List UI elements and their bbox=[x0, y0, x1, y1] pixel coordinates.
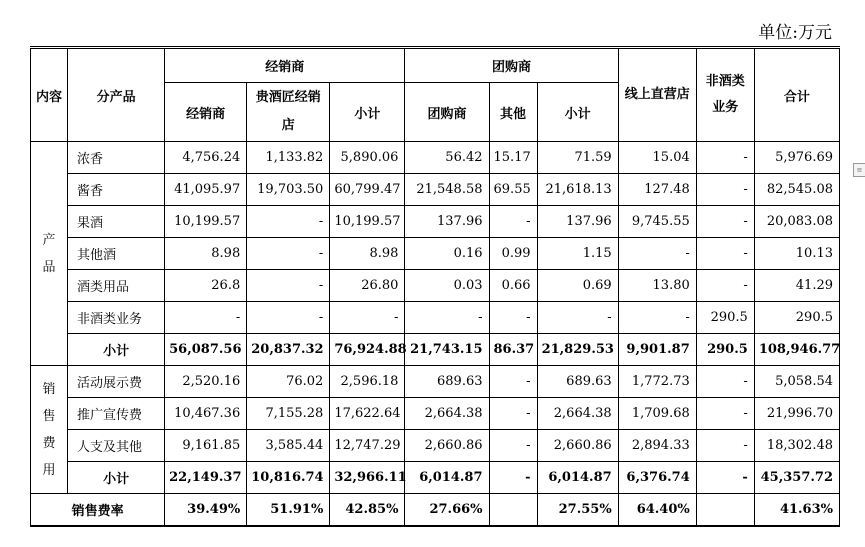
table-cell: 8.98 bbox=[330, 238, 405, 270]
header-online: 线上直营店 bbox=[618, 48, 696, 142]
header-other: 其他 bbox=[489, 83, 537, 142]
table-row bbox=[31, 334, 840, 366]
table-row bbox=[31, 430, 840, 462]
page-marker-icon: ≡ bbox=[853, 163, 865, 177]
table-cell: 127.48 bbox=[618, 174, 696, 206]
table-cell: 290.5 bbox=[696, 302, 754, 334]
section-sales-label: 销 售 费 用 bbox=[31, 366, 68, 494]
table-row bbox=[31, 206, 840, 238]
table-cell: 10.13 bbox=[754, 238, 839, 270]
table-cell: - bbox=[696, 238, 754, 270]
table-cell: 51.91% bbox=[247, 494, 330, 527]
table-cell: 45,357.72 bbox=[754, 462, 839, 494]
row-label: 小计 bbox=[68, 334, 165, 366]
table-row bbox=[31, 142, 840, 174]
table-cell: 82,545.08 bbox=[754, 174, 839, 206]
header-nonliquor: 非酒类业务 bbox=[696, 48, 754, 142]
table-cell: 1,709.68 bbox=[618, 398, 696, 430]
table-cell: - bbox=[618, 302, 696, 334]
table-cell: 0.66 bbox=[489, 270, 537, 302]
row-label: 果酒 bbox=[68, 206, 165, 238]
table-cell: - bbox=[489, 462, 537, 494]
table-cell: - bbox=[489, 206, 537, 238]
table-cell: 8.98 bbox=[165, 238, 247, 270]
table-cell: - bbox=[696, 174, 754, 206]
row-label: 其他酒 bbox=[68, 238, 165, 270]
row-label: 酱香 bbox=[68, 174, 165, 206]
table-cell: 32,966.11 bbox=[330, 462, 405, 494]
table-cell: - bbox=[696, 206, 754, 238]
row-label: 浓香 bbox=[68, 142, 165, 174]
header-subtotal2: 小计 bbox=[537, 83, 618, 142]
table-cell: 4,756.24 bbox=[165, 142, 247, 174]
table-cell: - bbox=[696, 398, 754, 430]
table-row bbox=[31, 366, 840, 398]
table-row bbox=[31, 302, 840, 334]
table-cell: 18,302.48 bbox=[754, 430, 839, 462]
table-cell: 26.80 bbox=[330, 270, 405, 302]
table-cell: - bbox=[696, 462, 754, 494]
table-cell bbox=[489, 494, 537, 527]
table-cell: - bbox=[489, 366, 537, 398]
table-cell bbox=[696, 494, 754, 527]
table-cell: 2,660.86 bbox=[405, 430, 489, 462]
sales-table bbox=[30, 46, 840, 527]
table-row bbox=[31, 174, 840, 206]
table-row bbox=[31, 238, 840, 270]
table-cell: - bbox=[537, 302, 618, 334]
table-cell: 2,894.33 bbox=[618, 430, 696, 462]
row-label: 推广宣传费 bbox=[68, 398, 165, 430]
header-dealer-group: 经销商 bbox=[165, 48, 405, 83]
table-cell: - bbox=[247, 238, 330, 270]
header-product: 分产品 bbox=[68, 48, 165, 142]
table-cell: 9,745.55 bbox=[618, 206, 696, 238]
row-label: 活动展示费 bbox=[68, 366, 165, 398]
unit-label: 单位:万元 bbox=[758, 23, 832, 43]
table-cell: 27.55% bbox=[537, 494, 618, 527]
table-cell: 5,890.06 bbox=[330, 142, 405, 174]
table-cell: 689.63 bbox=[405, 366, 489, 398]
table-cell: 9,901.87 bbox=[618, 334, 696, 366]
table-cell: 6,376.74 bbox=[618, 462, 696, 494]
header-group-buyer: 团购商 bbox=[405, 83, 489, 142]
table-cell: 71.59 bbox=[537, 142, 618, 174]
table-cell: 17,622.64 bbox=[330, 398, 405, 430]
table-cell: 3,585.44 bbox=[247, 430, 330, 462]
table-cell: 290.5 bbox=[696, 334, 754, 366]
table-cell: - bbox=[165, 302, 247, 334]
table-cell: 2,664.38 bbox=[537, 398, 618, 430]
table-cell: 21,829.53 bbox=[537, 334, 618, 366]
table-cell: 6,014.87 bbox=[537, 462, 618, 494]
table-cell: 76,924.88 bbox=[330, 334, 405, 366]
table-cell: 39.49% bbox=[165, 494, 247, 527]
section-products-label: 产 品 bbox=[31, 142, 68, 366]
table-cell: 0.69 bbox=[537, 270, 618, 302]
header-guizhou: 贵酒匠经销店 bbox=[247, 83, 330, 142]
table-cell: 9,161.85 bbox=[165, 430, 247, 462]
table-cell: 12,747.29 bbox=[330, 430, 405, 462]
table-cell: - bbox=[330, 302, 405, 334]
table-cell: - bbox=[405, 302, 489, 334]
table-cell: 1.15 bbox=[537, 238, 618, 270]
table-row bbox=[31, 462, 840, 494]
table-cell: 10,816.74 bbox=[247, 462, 330, 494]
table-cell: 21,743.15 bbox=[405, 334, 489, 366]
table-cell: 2,660.86 bbox=[537, 430, 618, 462]
table-cell: 2,596.18 bbox=[330, 366, 405, 398]
table-cell: 0.03 bbox=[405, 270, 489, 302]
table-cell: 689.63 bbox=[537, 366, 618, 398]
table-row bbox=[31, 398, 840, 430]
table-cell: 76.02 bbox=[247, 366, 330, 398]
table-cell: 0.16 bbox=[405, 238, 489, 270]
header-subtotal1: 小计 bbox=[330, 83, 405, 142]
table-cell: 56.42 bbox=[405, 142, 489, 174]
table-cell: 41.29 bbox=[754, 270, 839, 302]
table-cell: - bbox=[247, 270, 330, 302]
header-total: 合计 bbox=[754, 48, 839, 142]
table-cell: - bbox=[696, 430, 754, 462]
table-cell: 21,618.13 bbox=[537, 174, 618, 206]
table-cell: - bbox=[696, 142, 754, 174]
header-content: 内容 bbox=[31, 48, 68, 142]
table-cell: 19,703.50 bbox=[247, 174, 330, 206]
table-cell: 60,799.47 bbox=[330, 174, 405, 206]
table-cell: - bbox=[489, 398, 537, 430]
table-cell: 5,976.69 bbox=[754, 142, 839, 174]
table-cell: 2,520.16 bbox=[165, 366, 247, 398]
table-cell: - bbox=[489, 430, 537, 462]
header-groupbuy-group: 团购商 bbox=[405, 48, 618, 83]
table-row bbox=[31, 270, 840, 302]
table-cell: 1,772.73 bbox=[618, 366, 696, 398]
table-cell: - bbox=[696, 366, 754, 398]
table-cell: 108,946.77 bbox=[754, 334, 839, 366]
table-cell: 7,155.28 bbox=[247, 398, 330, 430]
table-cell: 69.55 bbox=[489, 174, 537, 206]
table-cell: 26.8 bbox=[165, 270, 247, 302]
table-cell: 15.17 bbox=[489, 142, 537, 174]
table-cell: 42.85% bbox=[330, 494, 405, 527]
table-cell: 10,199.57 bbox=[330, 206, 405, 238]
table-cell: - bbox=[247, 302, 330, 334]
row-label: 酒类用品 bbox=[68, 270, 165, 302]
table-cell: 2,664.38 bbox=[405, 398, 489, 430]
table-cell: 0.99 bbox=[489, 238, 537, 270]
table-cell: - bbox=[696, 270, 754, 302]
table-cell: 56,087.56 bbox=[165, 334, 247, 366]
table-cell: 6,014.87 bbox=[405, 462, 489, 494]
table-row bbox=[31, 494, 840, 527]
table-cell: 137.96 bbox=[405, 206, 489, 238]
table-cell: 10,199.57 bbox=[165, 206, 247, 238]
table-cell: 41.63% bbox=[754, 494, 839, 527]
table-cell: 64.40% bbox=[618, 494, 696, 527]
header-dealer: 经销商 bbox=[165, 83, 247, 142]
table-cell: 13.80 bbox=[618, 270, 696, 302]
table-cell: 41,095.97 bbox=[165, 174, 247, 206]
table-cell: 21,996.70 bbox=[754, 398, 839, 430]
table-cell: 86.37 bbox=[489, 334, 537, 366]
table-cell: - bbox=[618, 238, 696, 270]
table-cell: 22,149.37 bbox=[165, 462, 247, 494]
table-cell: 20,837.32 bbox=[247, 334, 330, 366]
table-cell: 290.5 bbox=[754, 302, 839, 334]
table-cell: 137.96 bbox=[537, 206, 618, 238]
table-cell: 27.66% bbox=[405, 494, 489, 527]
table-cell: 5,058.54 bbox=[754, 366, 839, 398]
table-cell: 20,083.08 bbox=[754, 206, 839, 238]
table-cell: 21,548.58 bbox=[405, 174, 489, 206]
table-cell: 10,467.36 bbox=[165, 398, 247, 430]
row-label: 人支及其他 bbox=[68, 430, 165, 462]
row-label: 非酒类业务 bbox=[68, 302, 165, 334]
table-cell: - bbox=[489, 302, 537, 334]
row-label: 小计 bbox=[68, 462, 165, 494]
row-label: 销售费率 bbox=[31, 494, 165, 527]
table-cell: 1,133.82 bbox=[247, 142, 330, 174]
table-cell: - bbox=[247, 206, 330, 238]
table-cell: 15.04 bbox=[618, 142, 696, 174]
